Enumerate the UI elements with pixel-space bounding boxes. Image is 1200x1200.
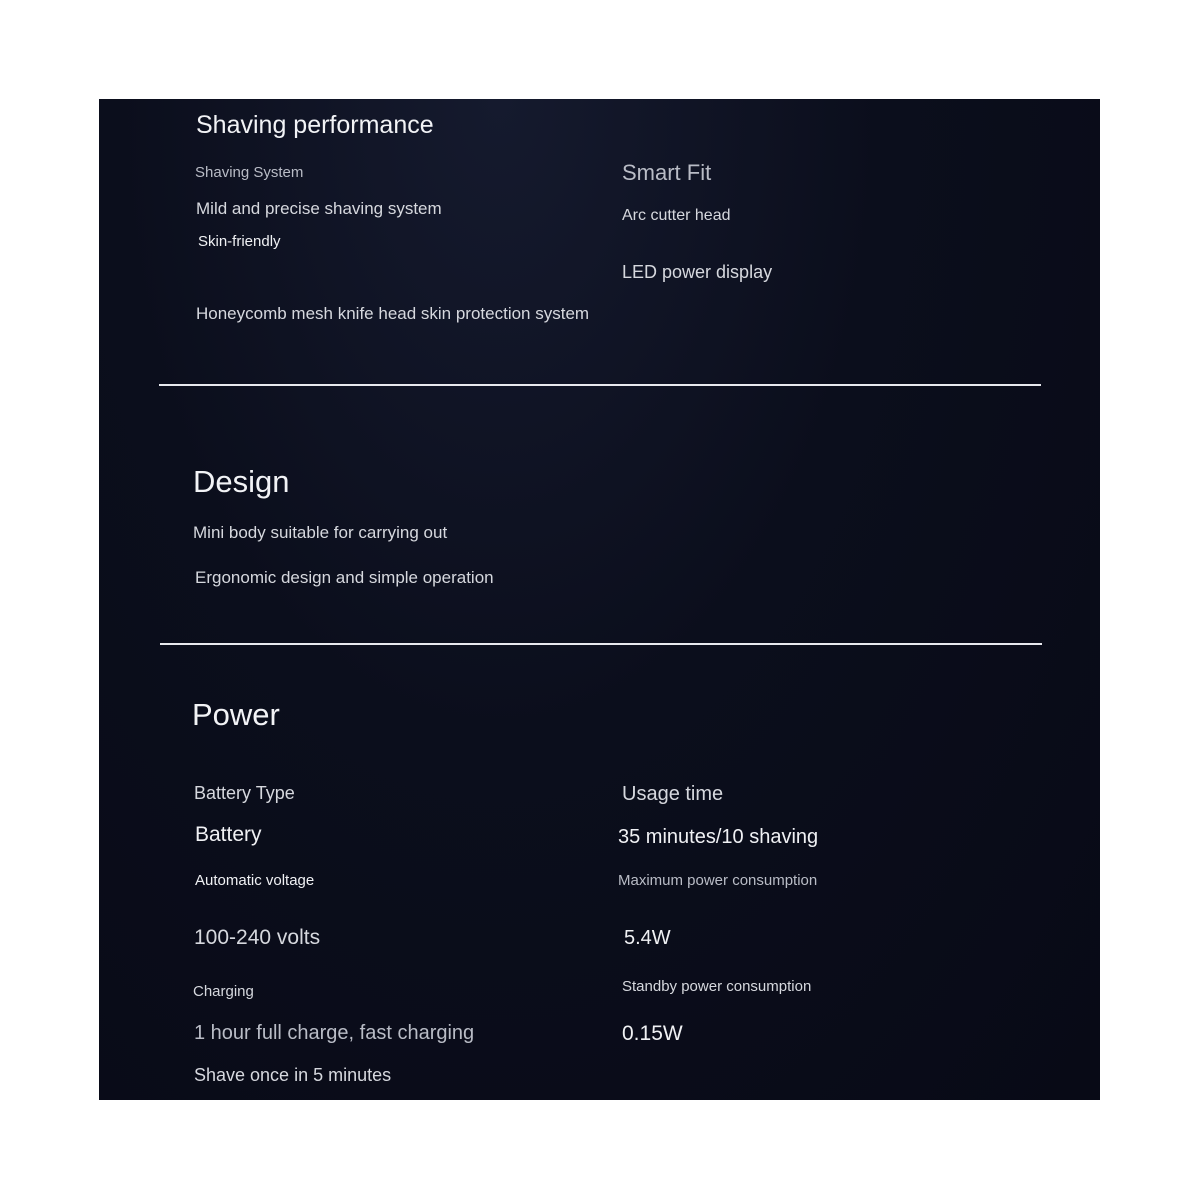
standby-power-value: 0.15W [622, 1022, 683, 1045]
shaving-performance-title: Shaving performance [196, 111, 434, 139]
voltage-value: 100-240 volts [194, 926, 321, 949]
battery-type-value: Battery [195, 823, 262, 846]
section-divider [160, 643, 1042, 645]
power-title: Power [192, 697, 280, 732]
quick-shave-value: Shave once in 5 minutes [194, 1065, 392, 1085]
section-divider [159, 384, 1041, 386]
voltage-label: Automatic voltage [195, 872, 315, 889]
shaving-system-label: Shaving System [195, 164, 304, 181]
shaving-system-value: Mild and precise shaving system [196, 199, 442, 218]
max-power-value: 5.4W [624, 927, 671, 949]
design-ergonomic: Ergonomic design and simple operation [195, 568, 494, 587]
skin-friendly-label: Skin-friendly [198, 233, 281, 250]
charging-label: Charging [193, 983, 254, 1000]
design-portable: Mini body suitable for carrying out [193, 523, 448, 542]
design-title: Design [193, 464, 290, 499]
usage-time-label: Usage time [622, 783, 724, 805]
standby-power-label: Standby power consumption [622, 978, 812, 995]
skin-protection-value: Honeycomb mesh knife head skin protection system [196, 304, 590, 323]
usage-time-value: 35 minutes/10 shaving [618, 826, 819, 848]
led-power-display: LED power display [622, 262, 773, 282]
charging-value: 1 hour full charge, fast charging [194, 1022, 475, 1044]
arc-cutter-head: Arc cutter head [622, 207, 731, 224]
smart-fit-title: Smart Fit [622, 160, 712, 185]
battery-type-label: Battery Type [194, 783, 295, 803]
spec-panel [99, 99, 1100, 1100]
max-power-label: Maximum power consumption [618, 872, 818, 889]
